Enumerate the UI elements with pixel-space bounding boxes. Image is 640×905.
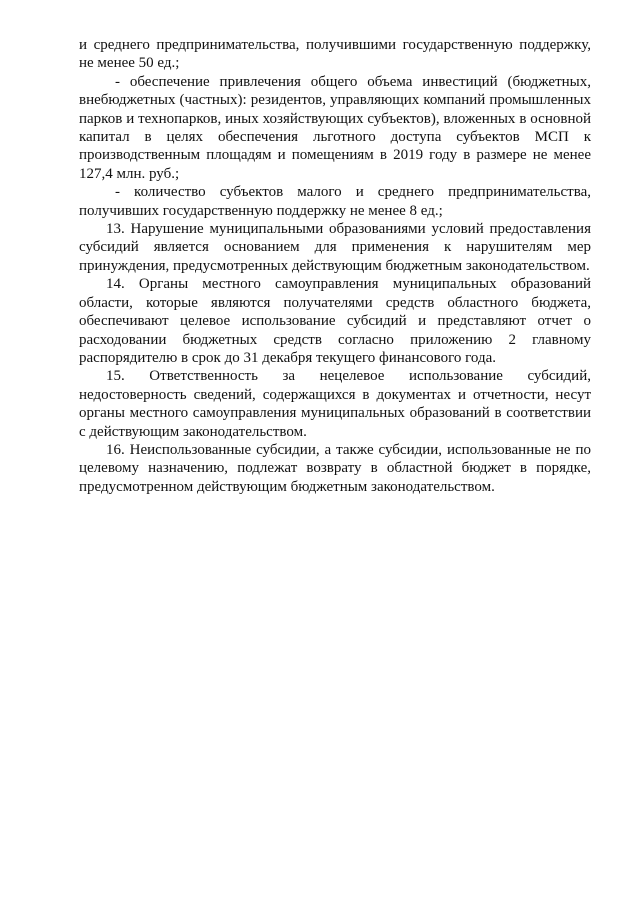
paragraph-13: 13. Нарушение муниципальными образованиями условий предоставления субсидий является основанием для применения к нарушителям мер принуждения, предусмотренных действующим бюджетным законодательством. <box>79 221 591 274</box>
paragraph-14: 14. Органы местного самоуправления муниципальных образований области, которые являются получателями средств областного бюджета, обеспечивают целевое использование субсидий и представляют отчет о расходовании бюджетных средств согласно приложению 2 главному распорядителю в срок до 31 декабря текущего финансового года. <box>79 276 591 366</box>
paragraph-15: 15. Ответственность за нецелевое использование субсидий, недостоверность сведений, содержащихся в документах и отчетности, несут органы местного самоуправления муниципальных образований в соответствии с действующим законодательством. <box>79 368 591 440</box>
paragraph-sme-count-item: - количество субъектов малого и среднего предпринимательства, получивших государственную поддержку не менее 8 ед.; <box>79 184 591 219</box>
document-page <box>79 36 591 496</box>
paragraph-16: 16. Неиспользованные субсидии, а также субсидии, использованные не по целевому назначению, подлежат возврату в областной бюджет в порядке, предусмотренном действующим бюджетным законодательством. <box>79 441 591 495</box>
paragraph-investment-item: - обеспечение привлечения общего объема инвестиций (бюджетных, внебюджетных (частных): резидентов, управляющих компаний промышленных парков и технопарков, иных хозяйствующих субъектов), вложенных в основной капитал в целях обеспечения льготного доступа субъектов МСП к производственным площадям и помещениям в 2019 году в размере не менее 127,4 млн. руб.; <box>79 73 591 182</box>
paragraph-continuation: и среднего предпринимательства, получившими государственную поддержку, не менее 50 ед.; <box>79 37 591 72</box>
